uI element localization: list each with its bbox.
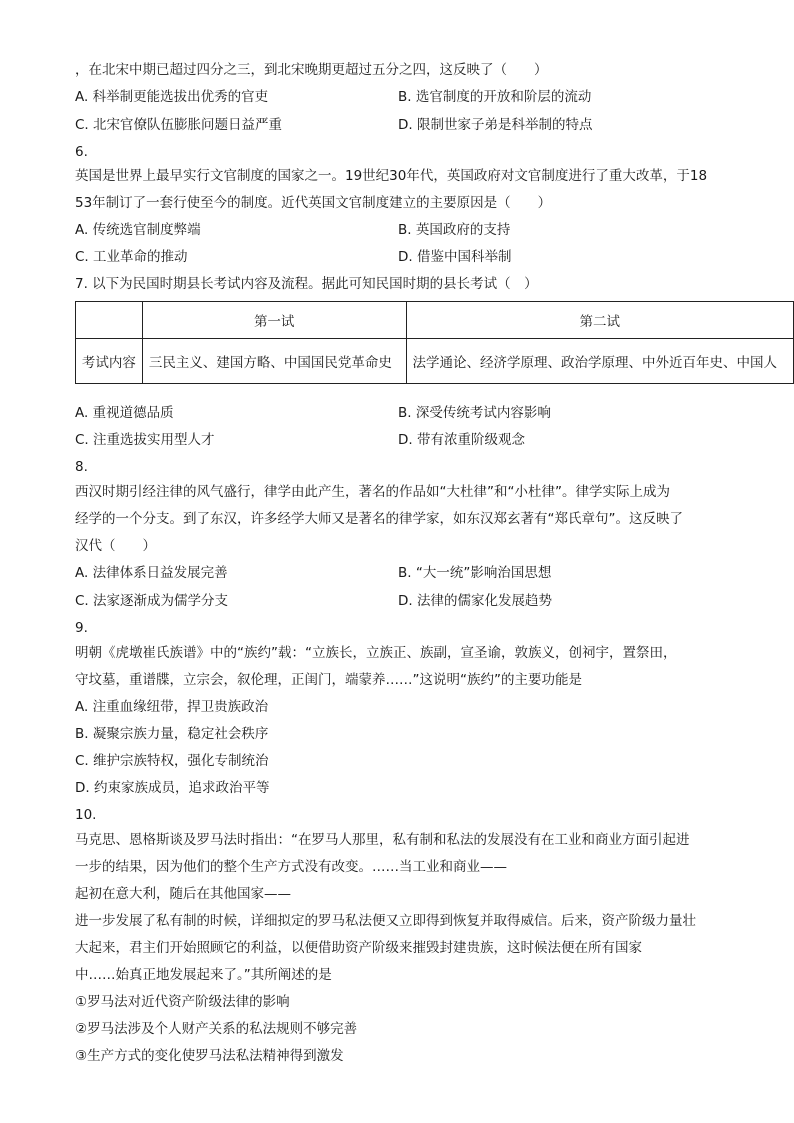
q8-number: 8. [75, 459, 88, 475]
q9-number: 9. [75, 620, 88, 636]
q7-option-c: C. 注重选拔实用型人才 [75, 432, 215, 448]
q10-stem-line6: 中……始真正地发展起来了。”其所阐述的是 [75, 967, 332, 983]
q6-option-c: C. 工业革命的推动 [75, 249, 188, 265]
q8-stem-line2: 经学的一个分支。到了东汉，许多经学大师又是著名的律学家，如东汉郑玄著有“郑氏章句”。这反映了 [75, 511, 683, 527]
q10-statement-3: ③生产方式的变化使罗马法私法精神得到激发 [75, 1048, 344, 1064]
q6-number: 6. [75, 144, 88, 160]
q10-stem-line1: 马克思、恩格斯谈及罗马法时指出：“在罗马人那里，私有制和私法的发展没有在工业和商业方面引起进 [75, 832, 690, 848]
table-header-second-exam: 第二试 [406, 302, 793, 339]
q5-option-a: A. 科举制更能选拔出优秀的官吏 [75, 89, 269, 105]
q8-stem-line1: 西汉时期引经注律的风气盛行，律学由此产生，著名的作品如“大杜律”和“小杜律”。律学实际上成为 [75, 484, 670, 500]
q10-statement-2: ②罗马法涉及个人财产关系的私法规则不够完善 [75, 1021, 358, 1037]
q10-stem-line4: 进一步发展了私有制的时候，详细拟定的罗马私法便又立即得到恢复并取得威信。后来，资产阶级力量壮 [75, 913, 696, 929]
q9-option-b: B. 凝聚宗族力量，稳定社会秩序 [75, 726, 269, 742]
table-row-label: 考试内容 [76, 339, 143, 384]
table-cell-first-exam: 三民主义、建国方略、中国国民党革命史 [142, 339, 406, 384]
exam-content-table [75, 301, 794, 384]
q9-option-c: C. 维护宗族特权，强化专制统治 [75, 753, 269, 769]
q7-stem: 7. 以下为民国时期县长考试内容及流程。据此可知民国时期的县长考试（ ） [75, 276, 538, 292]
q8-option-b: B. “大一统”影响治国思想 [398, 565, 552, 581]
table-cell-second-exam: 法学通论、经济学原理、政治学原理、中外近百年史、中国人 [406, 339, 793, 384]
q10-stem-line2: 一步的结果，因为他们的整个生产方式没有改变。……当工业和商业—— [75, 859, 507, 875]
q10-stem-line3: 起初在意大利，随后在其他国家—— [75, 886, 291, 902]
q9-option-a: A. 注重血缘纽带，捍卫贵族政治 [75, 699, 269, 715]
q10-stem-line5: 大起来，君主们开始照顾它的利益，以便借助资产阶级来摧毁封建贵族，这时候法便在所有国家 [75, 940, 642, 956]
q6-option-b: B. 英国政府的支持 [398, 222, 511, 238]
q7-option-d: D. 带有浓重阶级观念 [398, 432, 525, 448]
q10-number: 10. [75, 807, 97, 823]
q5-option-c: C. 北宋官僚队伍膨胀问题日益严重 [75, 117, 283, 133]
q9-option-d: D. 约束家族成员，追求政治平等 [75, 780, 270, 796]
q8-option-a: A. 法律体系日益发展完善 [75, 565, 228, 581]
q9-stem-line1: 明朝《虎墩崔氏族谱》中的“族约”载：“立族长，立族正、族副，宣圣谕，敦族义，创祠宇，置祭田， [75, 645, 677, 661]
table-header-first-exam: 第一试 [142, 302, 406, 339]
table-row [76, 339, 794, 384]
q5-option-b: B. 选官制度的开放和阶层的流动 [398, 89, 592, 105]
q8-option-d: D. 法律的儒家化发展趋势 [398, 593, 552, 609]
q6-option-d: D. 借鉴中国科举制 [398, 249, 512, 265]
q8-option-c: C. 法家逐渐成为儒学分支 [75, 593, 229, 609]
q6-stem-line1: 英国是世界上最早实行文官制度的国家之一。19世纪30年代，英国政府对文官制度进行了重大改革，于18 [75, 168, 708, 184]
q6-stem-line2: 53年制订了一套行使至今的制度。近代英国文官制度建立的主要原因是（ ） [75, 195, 552, 211]
table-header-blank [76, 302, 143, 339]
q5-stem-continuation: ，在北宋中期已超过四分之三，到北宋晚期更超过五分之四，这反映了（ ） [75, 62, 548, 78]
q9-stem-line2: 守坟墓，重谱牒，立宗会，叙伦理，正闺门，端蒙养……”这说明“族约”的主要功能是 [75, 672, 582, 688]
q7-option-a: A. 重视道德品质 [75, 405, 174, 421]
q5-option-d: D. 限制世家子弟是科举制的特点 [398, 117, 593, 133]
q6-option-a: A. 传统选官制度弊端 [75, 222, 201, 238]
q7-option-b: B. 深受传统考试内容影响 [398, 405, 551, 421]
table-header-row [76, 302, 794, 339]
q10-statement-1: ①罗马法对近代资产阶级法律的影响 [75, 994, 290, 1010]
q8-stem-line3: 汉代（ ） [75, 538, 156, 554]
